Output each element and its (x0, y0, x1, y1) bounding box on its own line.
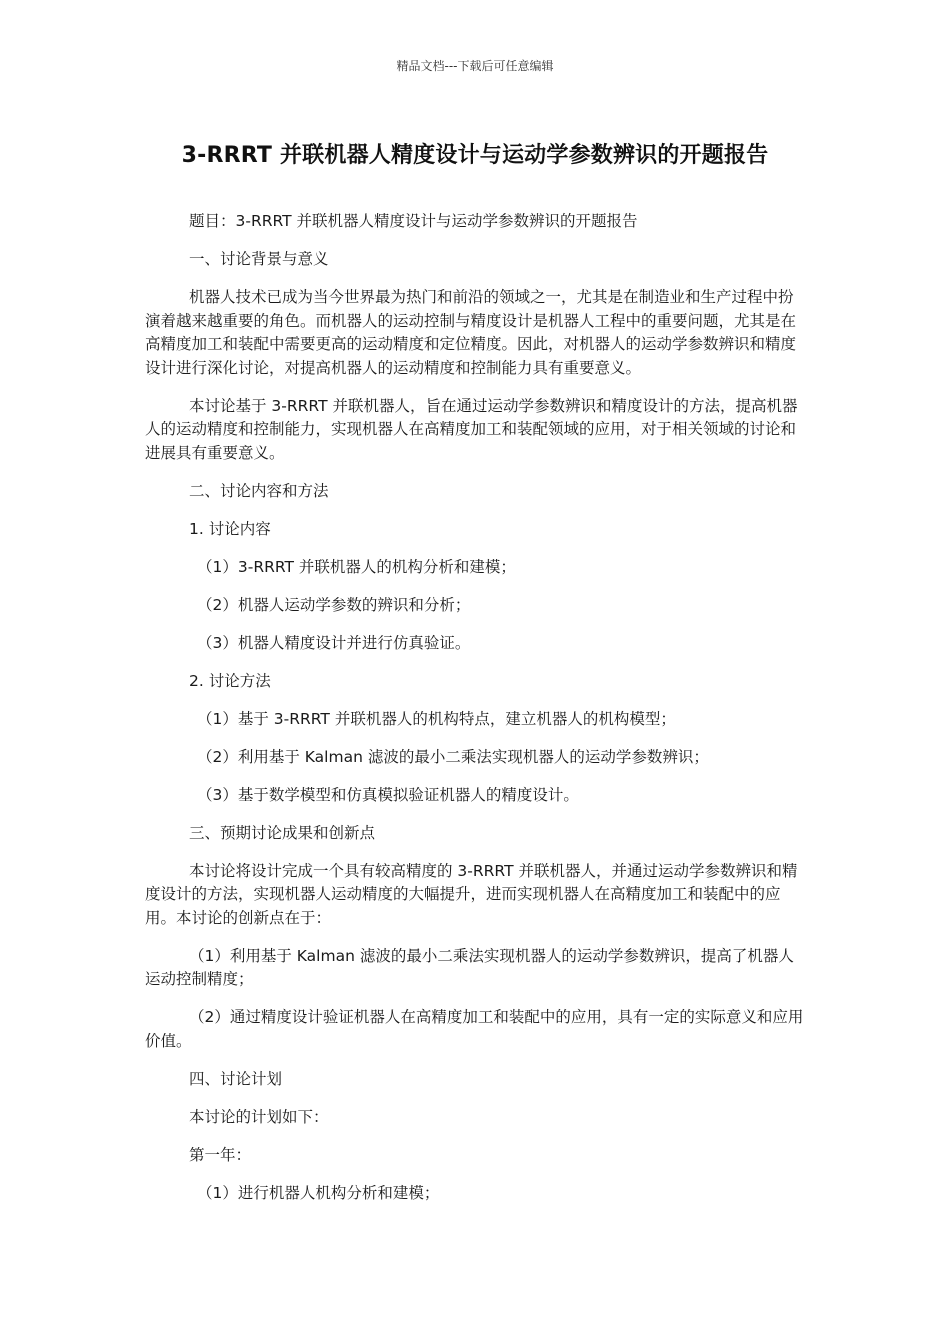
paragraph: 二、讨论内容和方法 (189, 481, 329, 500)
paragraph: （1）基于 3-RRRT 并联机器人的机构特点，建立机器人的机构模型； (197, 709, 676, 728)
paragraph: （1）3-RRRT 并联机器人的机构分析和建模； (197, 557, 516, 576)
paragraph: 1. 讨论内容 (189, 519, 271, 538)
paragraph: （2）通过精度设计验证机器人在高精度加工和装配中的应用，具有一定的实际意义和应用价值。 (145, 1008, 804, 1050)
paragraph: （2）利用基于 Kalman 滤波的最小二乘法实现机器人的运动学参数辨识； (197, 747, 709, 766)
paragraph: （3）机器人精度设计并进行仿真验证。 (197, 633, 471, 652)
document-body (145, 210, 805, 1205)
paragraph: 四、讨论计划 (189, 1069, 283, 1088)
paragraph: 2. 讨论方法 (189, 671, 271, 690)
paragraph: （2）机器人运动学参数的辨识和分析； (197, 595, 471, 614)
paragraph: （3）基于数学模型和仿真模拟验证机器人的精度设计。 (197, 785, 579, 804)
paragraph: 本讨论的计划如下： (189, 1107, 329, 1126)
page-header: 精品文档---下载后可任意编辑 (396, 59, 554, 73)
paragraph: （1）进行机器人机构分析和建模； (197, 1183, 440, 1202)
paragraph: 三、预期讨论成果和创新点 (189, 823, 376, 842)
paragraph: 一、讨论背景与意义 (189, 250, 329, 268)
paragraph: 题目：3-RRRT 并联机器人精度设计与运动学参数辨识的开题报告 (189, 212, 638, 230)
paragraph: 第一年： (189, 1145, 252, 1164)
paragraph: 本讨论基于 3-RRRT 并联机器人，旨在通过运动学参数辨识和精度设计的方法，提高机器人的运动精度和控制能力，实现机器人在高精度加工和装配领域的应用，对于相关领域的讨论和进展具有重要意义。 (145, 396, 798, 462)
paragraph: （1）利用基于 Kalman 滤波的最小二乘法实现机器人的运动学参数辨识，提高了机器人运动控制精度； (145, 946, 794, 988)
document-title: 3-RRRT 并联机器人精度设计与运动学参数辨识的开题报告 (181, 143, 769, 168)
paragraph: 机器人技术已成为当今世界最为热门和前沿的领域之一，尤其是在制造业和生产过程中扮演着越来越重要的角色。而机器人的运动控制与精度设计是机器人工程中的重要问题，尤其是在高精度加工和装配中需要更高的运动精度和定位精度。因此，对机器人的运动学参数辨识和精度设计进行深化讨论，对提高机器人的运动精度和控制能力具有重要意义。 (145, 288, 797, 377)
paragraph: 本讨论将设计完成一个具有较高精度的 3-RRRT 并联机器人，并通过运动学参数辨识和精度设计的方法，实现机器人运动精度的大幅提升，进而实现机器人在高精度加工和装配中的应用。本讨论的创新点在于： (145, 861, 798, 927)
